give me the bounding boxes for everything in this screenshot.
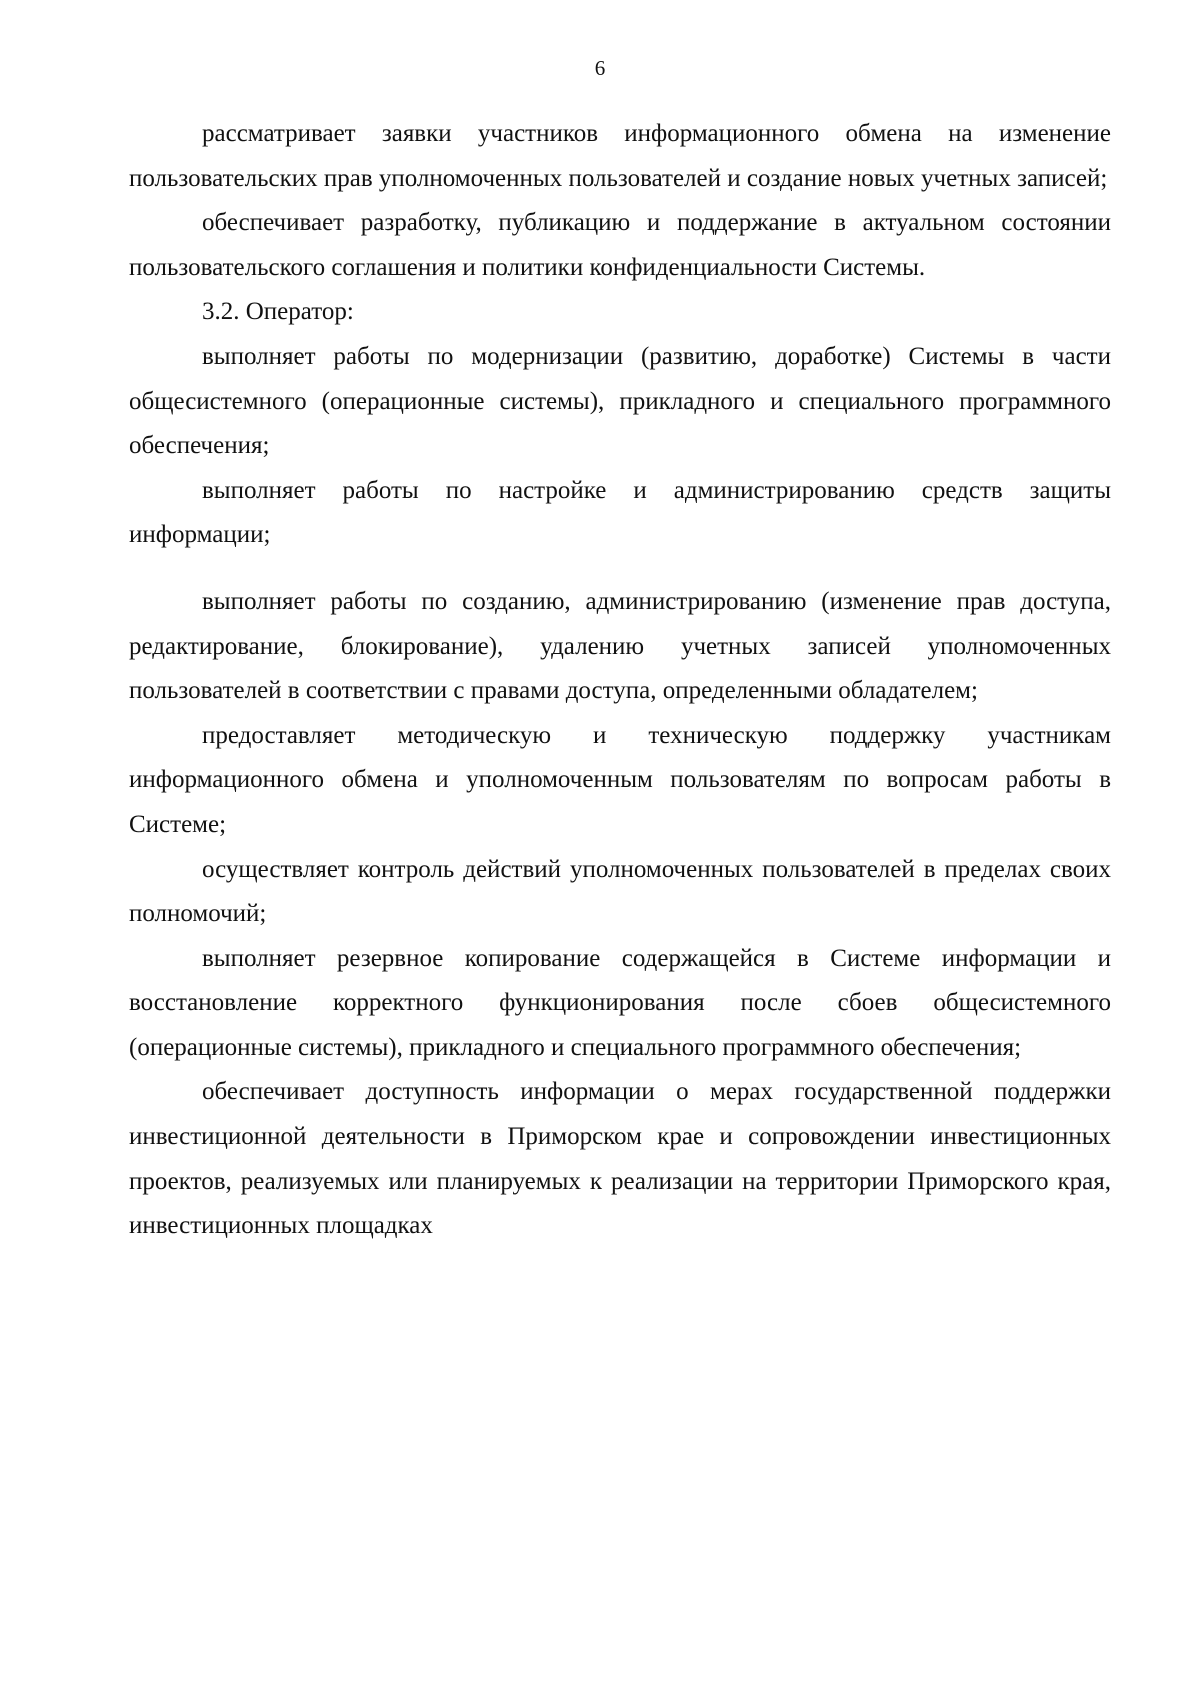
paragraph-backup: выполняет резервное копирование содержащейся в Системе информации и восстановление корректного функционирования после сбоев общесистемного (операционные системы), прикладного и специального программного обеспечения; — [129, 944, 1111, 1061]
section-heading-operator: 3.2. Оператор: — [202, 298, 354, 326]
paragraph-account-admin: выполняет работы по созданию, администрированию (изменение прав доступа, редактирование, блокирование), удалению учетных записей уполномоченных пользователей в соответствии с правами доступа, определенными обладателем; — [129, 587, 1111, 705]
paragraph-support: предоставляет методическую и техническую поддержку участникам информационного обмена и уполномоченным пользователям по вопросам работы в Системе; — [129, 721, 1111, 838]
paragraph-modernization: выполняет работы по модернизации (развитию, доработке) Системы в части общесистемного (операционные системы), прикладного и специального программного обеспечения; — [129, 342, 1111, 460]
paragraph-control: осуществляет контроль действий уполномоченных пользователей в пределах своих полномочий; — [129, 855, 1111, 928]
paragraph-security-tools: выполняет работы по настройке и администрированию средств защиты информации; — [129, 476, 1111, 549]
paragraph-user-agreement: обеспечивает разработку, публикацию и поддержание в актуальном состоянии пользовательского соглашения и политики конфиденциальности Системы. — [129, 209, 1111, 281]
paragraph-investment-info: обеспечивает доступность информации о мерах государственной поддержки инвестиционной деятельности в Приморском крае и сопровождении инвестиционных проектов, реализуемых или планируемых к реализации на территории Приморского края, инвестиционных площадках — [129, 1078, 1111, 1240]
page-number: 6 — [594, 56, 606, 80]
paragraph-review-requests: рассматривает заявки участников информационного обмена на изменение пользовательских прав уполномоченных пользователей и создание новых учетных записей; — [129, 120, 1111, 192]
document-body — [129, 112, 1111, 1249]
